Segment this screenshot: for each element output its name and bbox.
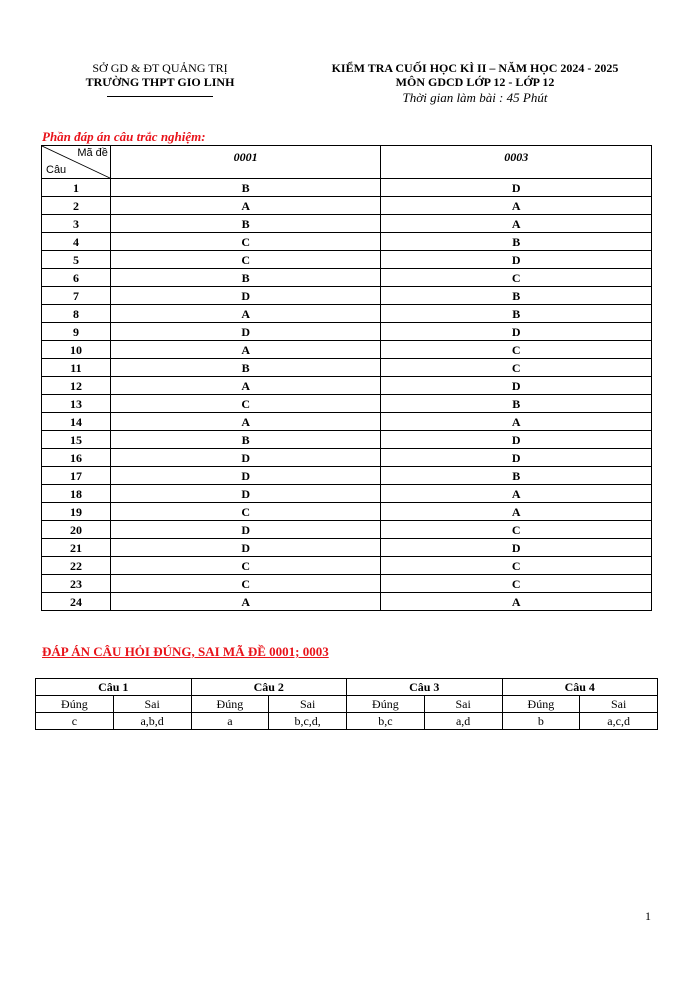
answer-cell: D bbox=[381, 251, 652, 269]
answer-cell: A bbox=[110, 305, 381, 323]
table-row bbox=[42, 395, 652, 413]
table-row bbox=[42, 179, 652, 197]
table-row bbox=[42, 287, 652, 305]
table-row bbox=[42, 539, 652, 557]
answer-cell: B bbox=[110, 431, 381, 449]
tf-true-answer: b bbox=[502, 713, 580, 730]
corner-label-question: Câu bbox=[46, 164, 67, 176]
mc-section-title: Phần đáp án câu trắc nghiệm: bbox=[42, 129, 206, 144]
table-row bbox=[42, 359, 652, 377]
answer-cell: D bbox=[110, 539, 381, 557]
tf-false-answer: b,c,d, bbox=[269, 713, 347, 730]
table-row bbox=[42, 197, 652, 215]
tf-true-header: Đúng bbox=[347, 696, 425, 713]
question-number: 11 bbox=[42, 359, 111, 377]
question-number: 13 bbox=[42, 395, 111, 413]
table-row bbox=[42, 485, 652, 503]
table-row bbox=[42, 251, 652, 269]
question-number: 14 bbox=[42, 413, 111, 431]
question-number: 20 bbox=[42, 521, 111, 539]
answer-cell: D bbox=[381, 449, 652, 467]
table-row bbox=[42, 557, 652, 575]
subject-line: MÔN GDCD LỚP 12 - LỚP 12 bbox=[395, 75, 555, 89]
answer-cell: C bbox=[110, 503, 381, 521]
school-name: TRƯỜNG THPT GIO LINH bbox=[85, 75, 235, 89]
question-number: 24 bbox=[42, 593, 111, 611]
answer-cell: D bbox=[110, 521, 381, 539]
question-number: 18 bbox=[42, 485, 111, 503]
tf-false-header: Sai bbox=[424, 696, 502, 713]
answer-cell: B bbox=[381, 395, 652, 413]
tf-question-row bbox=[36, 679, 658, 696]
table-row bbox=[42, 431, 652, 449]
mc-answer-rows bbox=[42, 179, 652, 611]
answer-cell: C bbox=[110, 575, 381, 593]
exam-title: KIỂM TRA CUỐI HỌC KÌ II – NĂM HỌC 2024 - 2025 bbox=[331, 61, 619, 75]
tf-true-answer: b,c bbox=[347, 713, 425, 730]
answer-cell: B bbox=[110, 359, 381, 377]
tf-true-header: Đúng bbox=[36, 696, 114, 713]
answer-cell: A bbox=[110, 197, 381, 215]
question-number: 10 bbox=[42, 341, 111, 359]
tf-question-label: Câu 1 bbox=[36, 679, 192, 696]
table-row bbox=[42, 503, 652, 521]
answer-cell: B bbox=[110, 215, 381, 233]
header-left bbox=[60, 61, 260, 97]
question-number: 17 bbox=[42, 467, 111, 485]
question-number: 4 bbox=[42, 233, 111, 251]
table-row bbox=[42, 575, 652, 593]
answer-cell: C bbox=[381, 521, 652, 539]
answer-cell: B bbox=[381, 305, 652, 323]
answer-cell: B bbox=[110, 269, 381, 287]
question-number: 12 bbox=[42, 377, 111, 395]
corner-label-code: Mã đề bbox=[77, 147, 108, 159]
answer-cell: D bbox=[381, 539, 652, 557]
table-row bbox=[42, 593, 652, 611]
tf-true-header: Đúng bbox=[191, 696, 269, 713]
answer-cell: A bbox=[381, 215, 652, 233]
answer-cell: D bbox=[381, 431, 652, 449]
answer-cell: D bbox=[381, 377, 652, 395]
tf-true-header: Đúng bbox=[502, 696, 580, 713]
table-corner-cell bbox=[42, 146, 111, 179]
answer-cell: A bbox=[381, 197, 652, 215]
answer-cell: C bbox=[381, 557, 652, 575]
table-row bbox=[42, 233, 652, 251]
question-number: 6 bbox=[42, 269, 111, 287]
question-number: 9 bbox=[42, 323, 111, 341]
tf-subheader-row bbox=[36, 696, 658, 713]
table-row bbox=[42, 413, 652, 431]
question-number: 8 bbox=[42, 305, 111, 323]
question-number: 2 bbox=[42, 197, 111, 215]
answer-cell: D bbox=[110, 485, 381, 503]
question-number: 19 bbox=[42, 503, 111, 521]
exam-duration: Thời gian làm bài : 45 Phút bbox=[402, 90, 548, 105]
answer-cell: D bbox=[110, 467, 381, 485]
question-number: 3 bbox=[42, 215, 111, 233]
department-name: SỞ GD & ĐT QUẢNG TRỊ bbox=[92, 61, 228, 75]
tf-section-title: ĐÁP ÁN CÂU HỎI ĐÚNG, SAI MÃ ĐỀ 0001; 0003 bbox=[42, 644, 329, 659]
table-row bbox=[42, 521, 652, 539]
tf-false-header: Sai bbox=[580, 696, 658, 713]
table-row bbox=[42, 305, 652, 323]
tf-question-label: Câu 4 bbox=[502, 679, 658, 696]
tf-false-answer: a,d bbox=[424, 713, 502, 730]
question-number: 16 bbox=[42, 449, 111, 467]
answer-cell: C bbox=[381, 575, 652, 593]
answer-cell: C bbox=[110, 251, 381, 269]
answer-cell: A bbox=[110, 593, 381, 611]
answer-cell: A bbox=[110, 341, 381, 359]
table-row bbox=[42, 449, 652, 467]
tf-false-header: Sai bbox=[269, 696, 347, 713]
answer-cell: B bbox=[110, 179, 381, 197]
question-number: 21 bbox=[42, 539, 111, 557]
mc-answer-table bbox=[41, 145, 652, 611]
question-number: 7 bbox=[42, 287, 111, 305]
question-number: 1 bbox=[42, 179, 111, 197]
question-number: 22 bbox=[42, 557, 111, 575]
tf-answer-row bbox=[36, 713, 658, 730]
answer-cell: D bbox=[381, 179, 652, 197]
tf-true-answer: c bbox=[36, 713, 114, 730]
question-number: 5 bbox=[42, 251, 111, 269]
table-row bbox=[42, 323, 652, 341]
tf-question-label: Câu 2 bbox=[191, 679, 347, 696]
answer-cell: A bbox=[381, 485, 652, 503]
answer-cell: A bbox=[381, 413, 652, 431]
answer-cell: B bbox=[381, 233, 652, 251]
answer-cell: D bbox=[110, 287, 381, 305]
answer-cell: C bbox=[381, 359, 652, 377]
answer-cell: D bbox=[110, 449, 381, 467]
table-row bbox=[42, 215, 652, 233]
answer-cell: C bbox=[110, 233, 381, 251]
answer-cell: D bbox=[110, 323, 381, 341]
table-row bbox=[42, 467, 652, 485]
answer-cell: C bbox=[110, 395, 381, 413]
table-row bbox=[42, 269, 652, 287]
exam-code-header: 0003 bbox=[381, 146, 652, 179]
answer-cell: A bbox=[381, 503, 652, 521]
tf-false-answer: a,b,d bbox=[113, 713, 191, 730]
answer-cell: C bbox=[110, 557, 381, 575]
answer-cell: D bbox=[381, 323, 652, 341]
answer-cell: A bbox=[110, 377, 381, 395]
answer-cell: B bbox=[381, 467, 652, 485]
table-row bbox=[42, 341, 652, 359]
exam-code-header: 0001 bbox=[110, 146, 381, 179]
question-number: 15 bbox=[42, 431, 111, 449]
answer-cell: A bbox=[381, 593, 652, 611]
answer-cell: C bbox=[381, 269, 652, 287]
tf-answer-table bbox=[35, 678, 658, 730]
tf-false-header: Sai bbox=[113, 696, 191, 713]
question-number: 23 bbox=[42, 575, 111, 593]
tf-false-answer: a,c,d bbox=[580, 713, 658, 730]
header-right bbox=[290, 61, 660, 106]
answer-cell: B bbox=[381, 287, 652, 305]
page-number: 1 bbox=[645, 909, 651, 923]
table-row bbox=[42, 377, 652, 395]
header-divider bbox=[107, 96, 213, 97]
answer-cell: C bbox=[381, 341, 652, 359]
answer-cell: A bbox=[110, 413, 381, 431]
tf-true-answer: a bbox=[191, 713, 269, 730]
tf-question-label: Câu 3 bbox=[347, 679, 503, 696]
